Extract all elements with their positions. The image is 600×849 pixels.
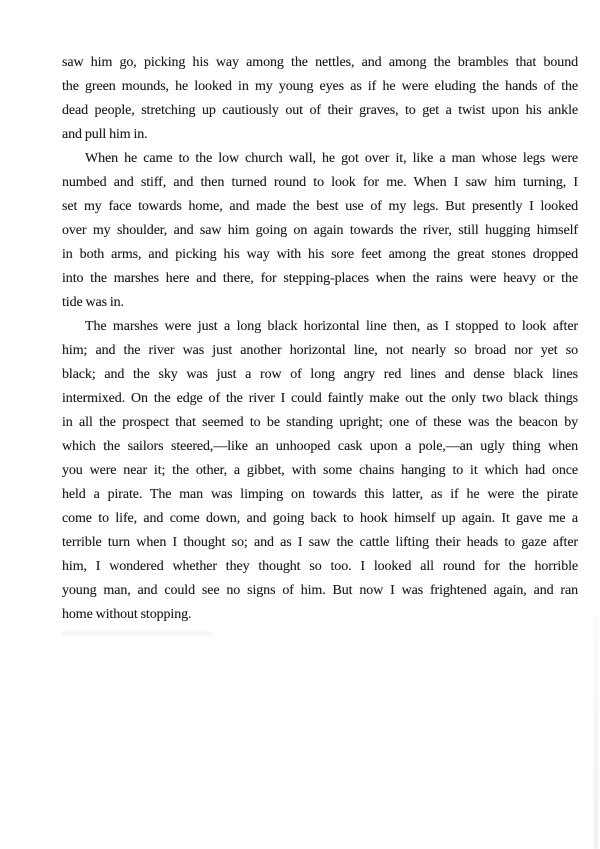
text-line: over my shoulder, and saw him going on again towards the river, still hugging himself [62,223,578,238]
text-line: him, I wondered whether they thought so too. I looked all round for the horrible [62,559,578,574]
text-line: intermixed. On the edge of the river I could faintly make out the only two black things [62,391,578,406]
text-line: into the marshes here and there, for stepping-places when the rains were heavy or the [62,271,578,286]
text-line: held a pirate. The man was limping on towards this latter, as if he were the pirate [62,487,578,502]
text-line: numbed and stiff, and then turned round to look for me. When I saw him turning, I [62,175,578,190]
text-line: in both arms, and picking his way with his sore feet among the great stones dropped [62,247,578,262]
paragraph [62,51,578,147]
page-edge-shadow [594,615,598,849]
text-line: dead people, stretching up cautiously out of their graves, to get a twist upon his ankle [62,103,578,118]
paragraph [62,315,578,627]
text-line: tide was in. [62,295,124,310]
text-line: set my face towards home, and made the best use of my legs. But presently I looked [62,199,578,214]
text-line: and pull him in. [62,127,148,142]
text-line: you were near it; the other, a gibbet, with some chains hanging to it which had once [62,463,578,478]
text-line: the green mounds, he looked in my young eyes as if he were eluding the hands of the [62,79,578,94]
text-line: young man, and could see no signs of him. But now I was frightened again, and ran [62,583,578,598]
text-line: him; and the river was just another horizontal line, not nearly so broad nor yet so [62,343,578,358]
text-line: saw him go, picking his way among the nettles, and among the brambles that bound [62,55,578,70]
text-line: which the sailors steered,—like an unhooped cask upon a pole,—an ugly thing when [62,439,578,454]
text-line: home without stopping. [62,607,192,622]
scan-artifact-smudge [62,632,212,635]
paragraph [62,147,578,315]
text-line: in all the prospect that seemed to be standing upright; one of these was the beacon by [62,415,578,430]
page-text-block [62,51,578,627]
text-line: black; and the sky was just a row of long angry red lines and dense black lines [62,367,578,382]
text-line: come to life, and come down, and going back to hook himself up again. It gave me a [62,511,578,526]
text-line: terrible turn when I thought so; and as I saw the cattle lifting their heads to gaze after [62,535,578,550]
text-line: The marshes were just a long black horizontal line then, as I stopped to look after [85,319,578,334]
text-line: When he came to the low church wall, he got over it, like a man whose legs were [85,151,578,166]
